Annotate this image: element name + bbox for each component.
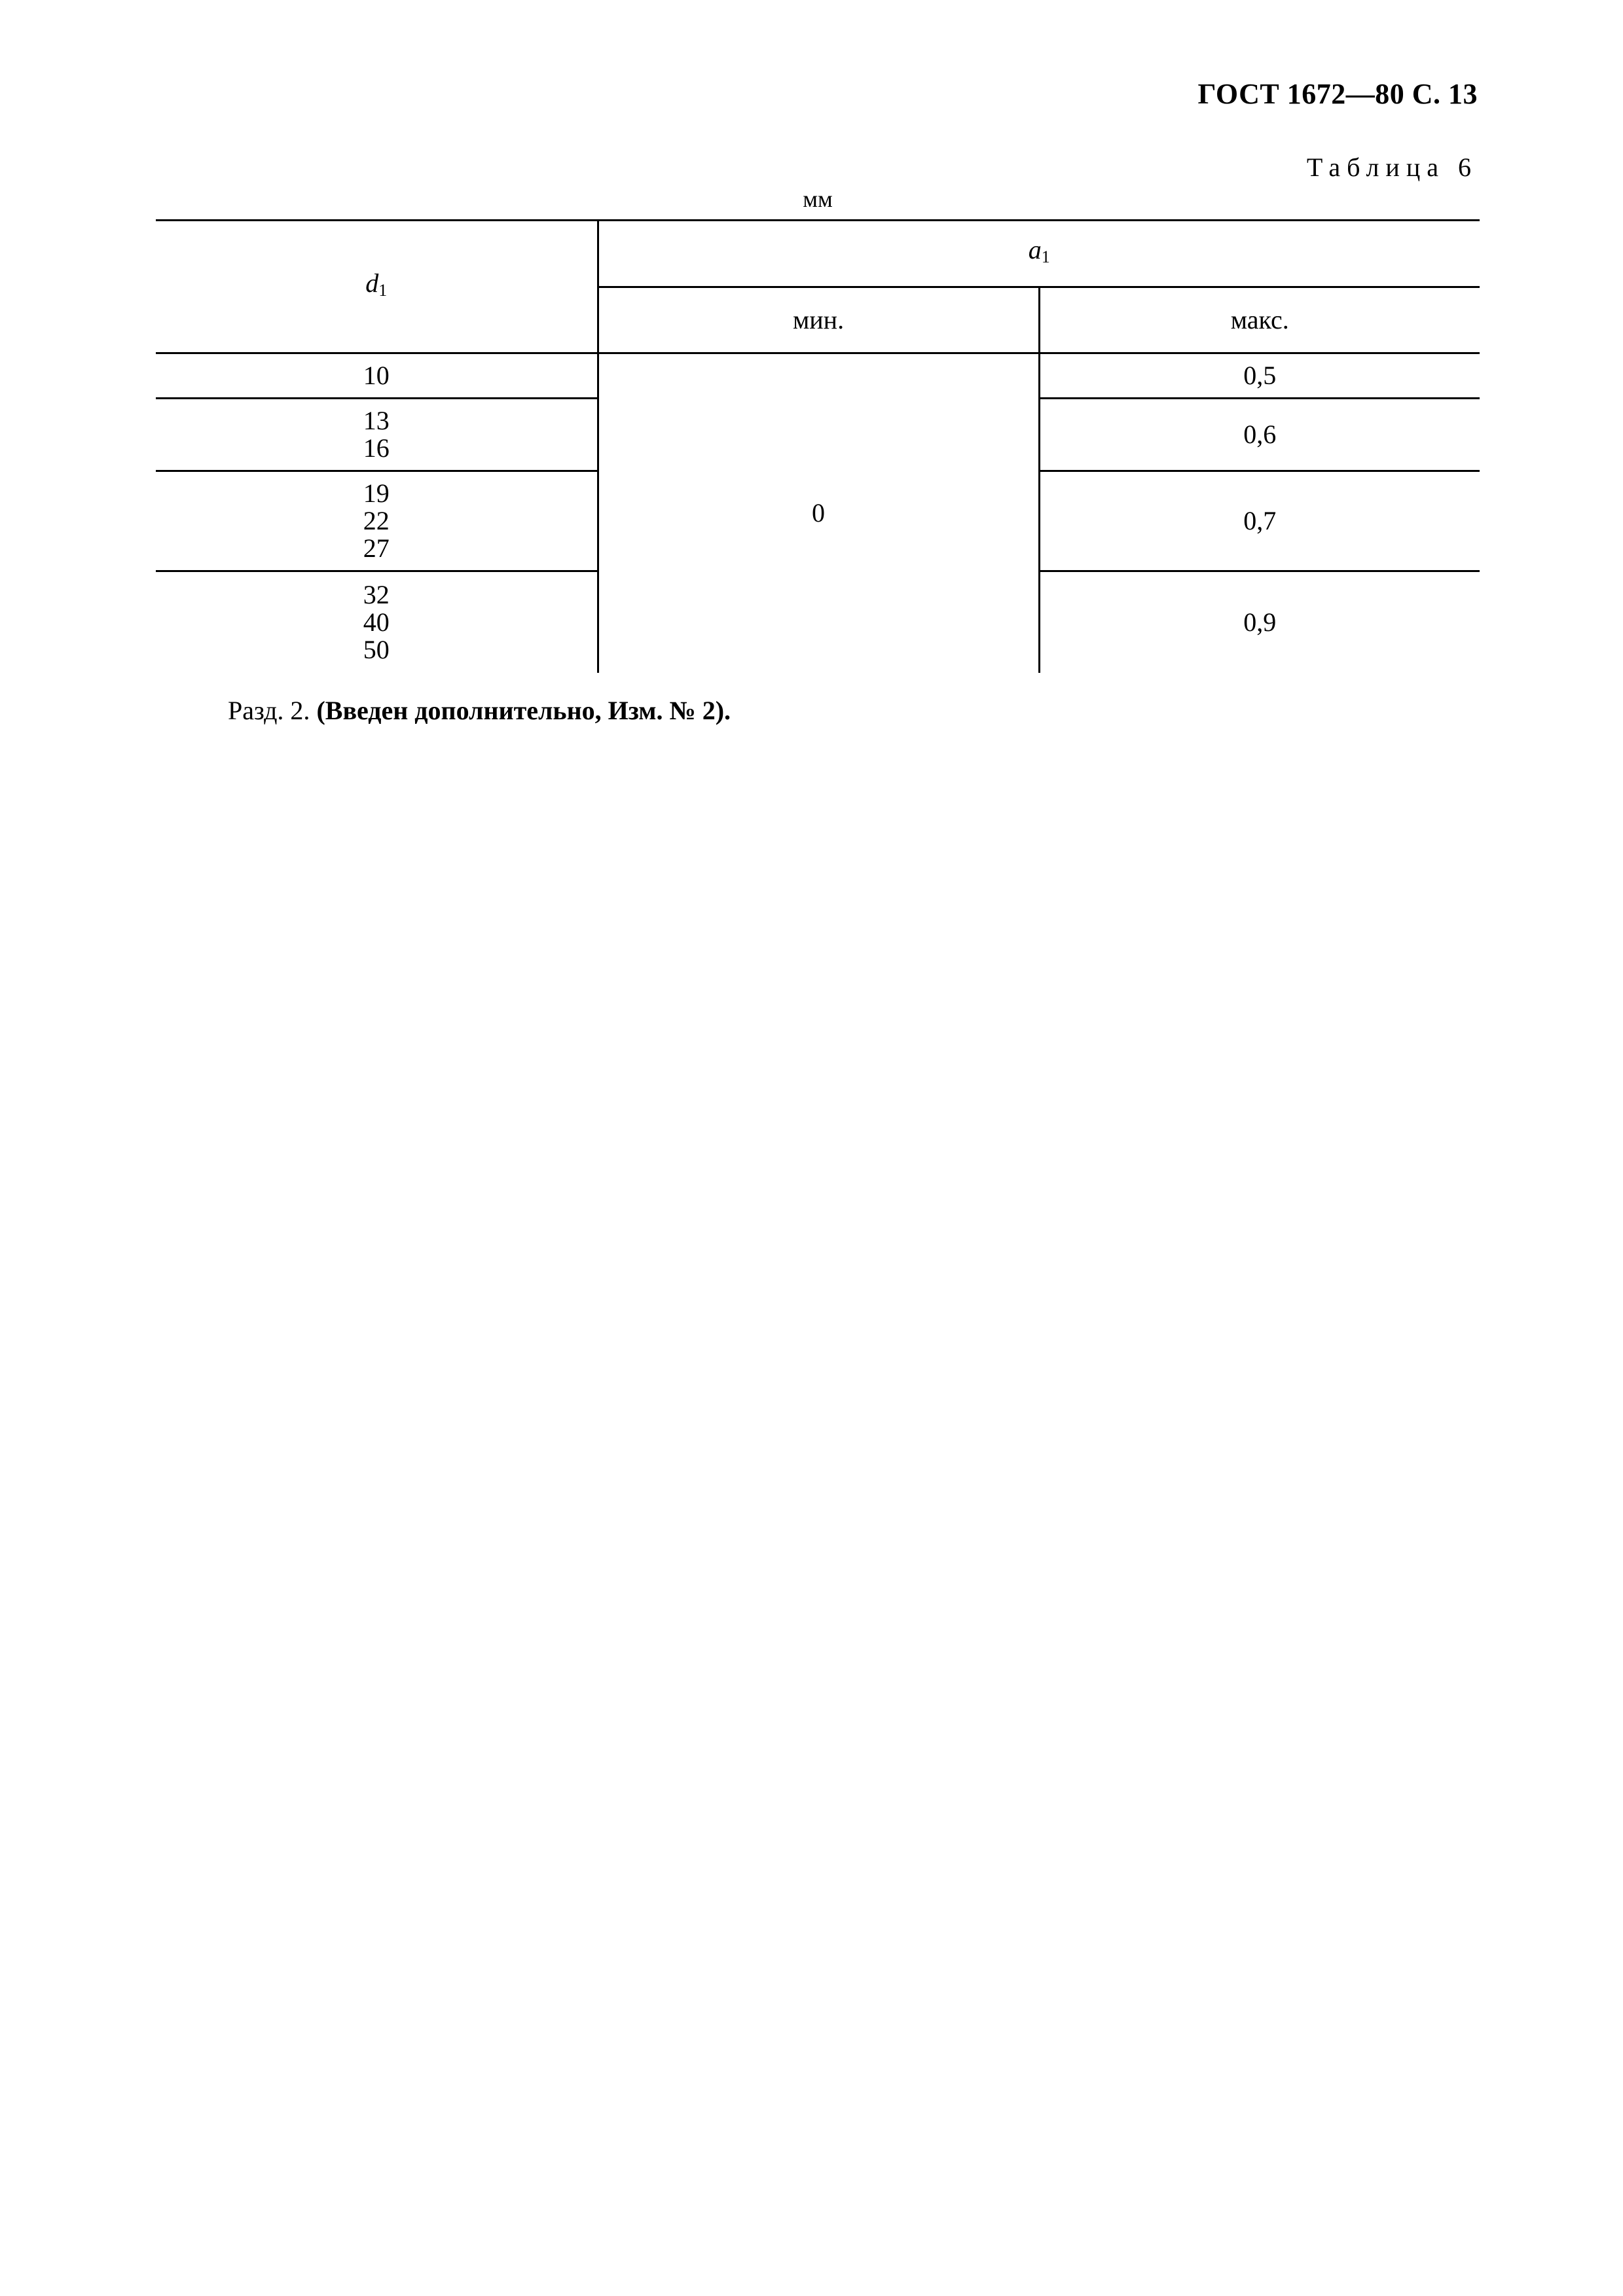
header-d1: $d_1$ bbox=[156, 221, 598, 353]
footnote-amendment: (Введен дополнительно, Изм. № 2). bbox=[316, 696, 731, 725]
header-a1: $a_1$ bbox=[598, 221, 1480, 287]
table-caption: Таблица 6 bbox=[1306, 152, 1478, 182]
min-cell: 0 bbox=[598, 353, 1039, 673]
footnote bbox=[228, 695, 731, 726]
header-min: мин. bbox=[598, 287, 1039, 353]
spec-table bbox=[156, 219, 1480, 673]
max-cell: 0,9 bbox=[1039, 571, 1480, 673]
d1-cell: 13 16 bbox=[156, 399, 598, 471]
d1-cell: 32 40 50 bbox=[156, 571, 598, 673]
footnote-prefix: Разд. 2. bbox=[228, 696, 310, 725]
table-header-row bbox=[156, 221, 1480, 287]
page-header: ГОСТ 1672—80 С. 13 bbox=[1197, 78, 1478, 110]
max-cell: 0,6 bbox=[1039, 399, 1480, 471]
header-max: макс. bbox=[1230, 304, 1289, 334]
units-label: мм bbox=[803, 186, 833, 212]
table-row bbox=[156, 353, 1480, 399]
max-cell: 0,7 bbox=[1039, 471, 1480, 571]
d1-cell: 19 22 27 bbox=[156, 471, 598, 571]
d1-cell: 10 bbox=[156, 353, 598, 399]
max-cell: 0,5 bbox=[1039, 353, 1480, 399]
